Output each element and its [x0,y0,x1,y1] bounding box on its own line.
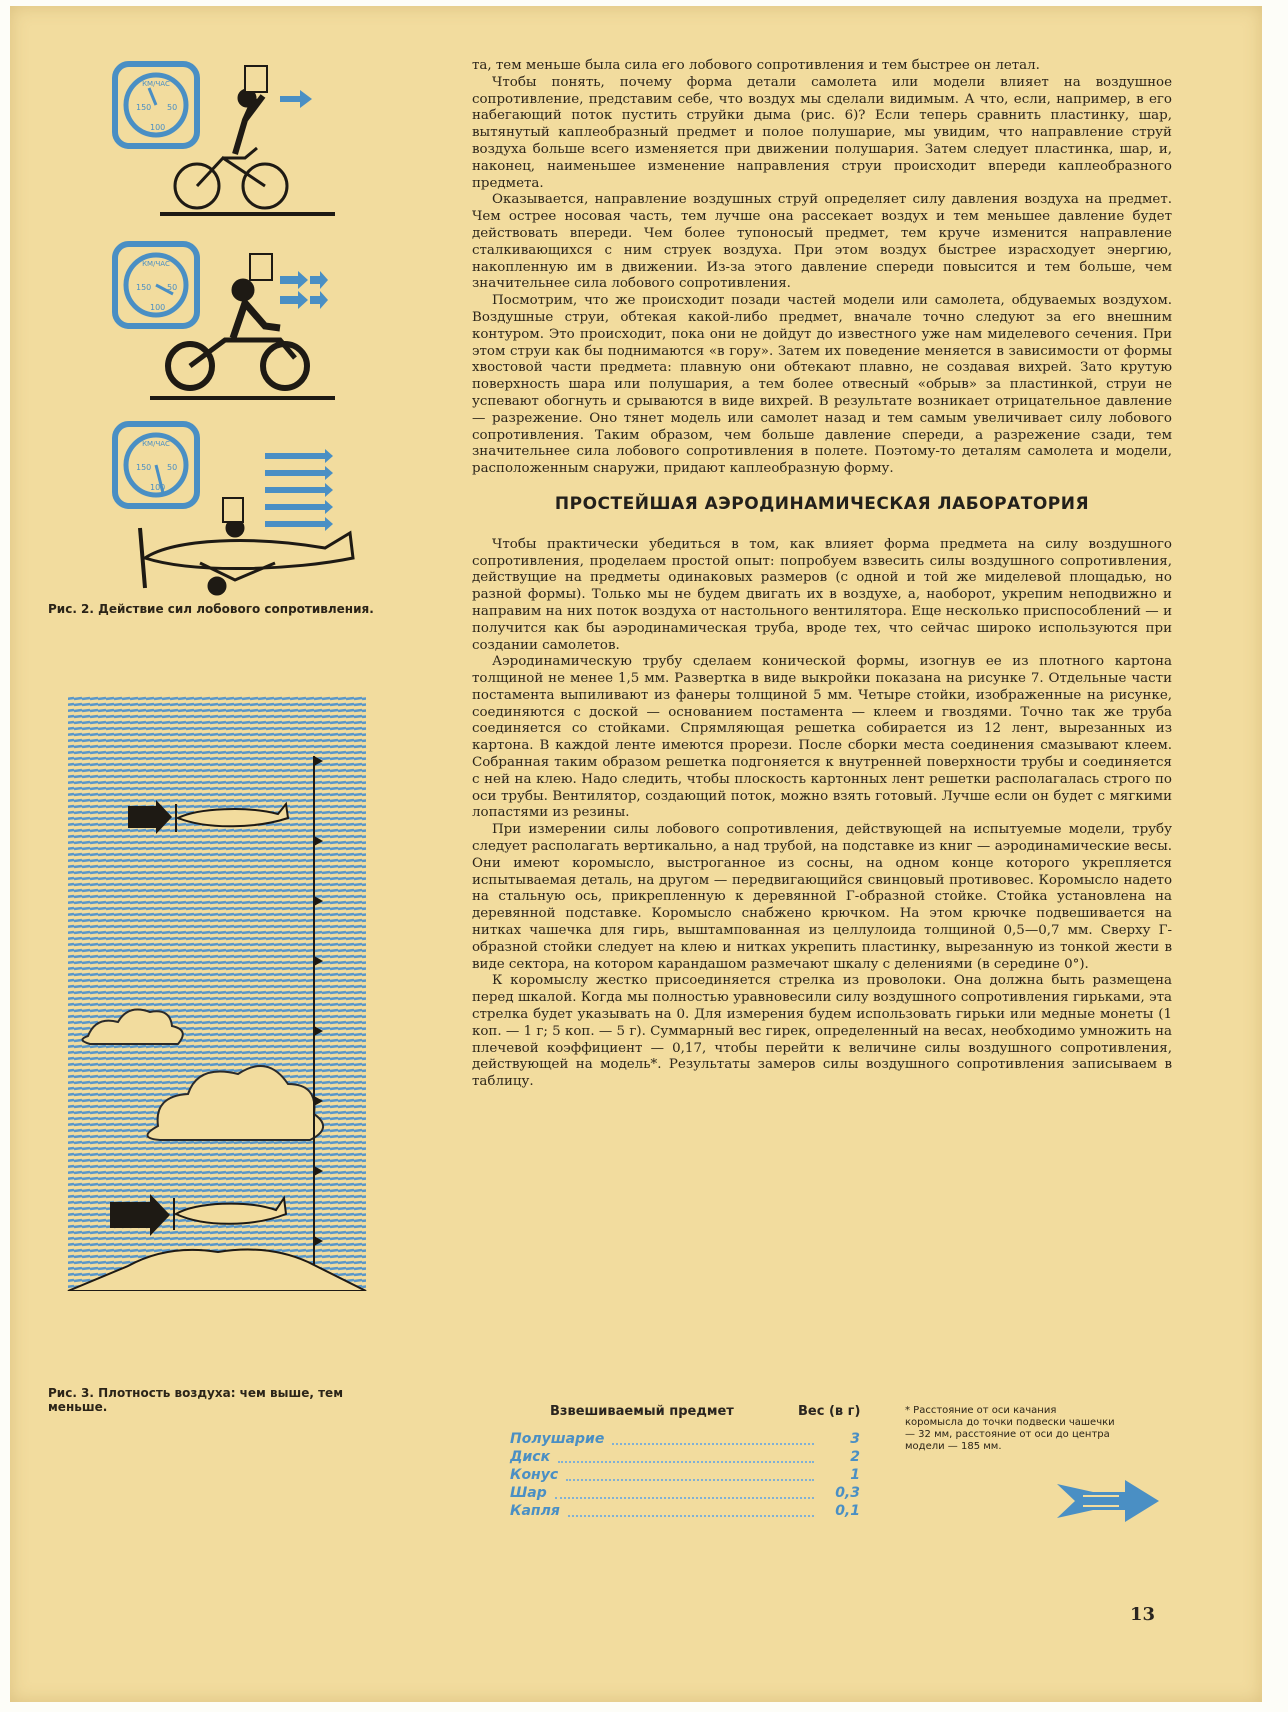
section-heading: ПРОСТЕЙШАЯ АЭРОДИНАМИЧЕСКАЯ ЛАБОРАТОРИЯ [554,493,1090,514]
svg-text:150: 150 [136,103,152,112]
page-number: 13 [1130,1604,1156,1625]
table-header-weight: Вес (в г) [798,1404,861,1419]
article-text [472,58,1172,1091]
motorcyclist-drawing [168,254,307,388]
table-row [510,1448,860,1466]
weight-value: 2 [850,1449,860,1465]
table-header-object: Взвешиваемый предмет [550,1404,734,1419]
svg-text:КМ/ЧАС: КМ/ЧАС [142,260,170,268]
paragraph: При измерении силы лобового сопротивления, действующей на испытуемые модели, трубу следует располагать вертикально, а над трубой, на подставке из книг — аэродинамические весы. Они имеют коромысло, выстроганное из сосны, на одном конце которого укрепляется испытываемая деталь, на другом — передвигающийся свинцовый противовес. Коромысло надето на стальную ось, прикрепленную к деревянной Г-образной стойке. Стойка установлена на деревянной подставке. Коромысло снабжено крючком. На этом крючке подвешивается на нитках чашечка для гирь, выштампованная из целлулоида толщиной 0,5—0,7 мм. Сверху Г-образной стойки следует на клею и нитках укрепить пластинку, вырезанную из тонкой жести в виде сектора, на котором карандашом размечают шкалу с делениями (в середине 0°). [472,822,1172,972]
svg-text:100: 100 [150,483,166,492]
table-row [510,1466,860,1484]
weight-value: 3 [850,1431,860,1447]
figure-3-caption: Рис. 3. Плотность воздуха: чем выше, тем меньше. [48,1386,344,1414]
svg-text:50: 50 [167,103,178,112]
footnote: * Расстояние от оси качания коромысла до точки подвески чашечки — 32 мм, расстояние от оси до центра модели — 185 мм. [905,1405,1115,1452]
svg-text:100: 100 [150,123,166,132]
object-name: Шар [510,1485,547,1501]
airplane-drawing [140,498,353,594]
speed-gauge-icon [115,424,197,506]
svg-text:КМ/ЧАС: КМ/ЧАС [142,440,170,448]
paragraph: Чтобы практически убедиться в том, как влияет форма предмета на силу воздушного сопротивления, проделаем простой опыт: попробуем взвесить силы воздушного сопротивления, действущие на предметы одинаковых размеров (с одной и той же миделевой площадью, но разной формы). Только мы не будем двигать их в воздухе, а, наоборот, укрепим неподвижно и направим на них поток воздуха от настольного вентилятора. Еще несколько приспособлений — и получится как бы аэродинамическая труба, вроде тех, что сейчас широко используются при создании самолетов. [472,536,1172,653]
table-row [510,1484,860,1502]
paragraph: Оказывается, направление воздушных струй определяет силу давления воздуха на предмет. Чем острее носовая часть, тем лучше она рассекает воздух и тем меньшее давление будет действовать впереди. Чем более тупоносый предмет, тем круче изменится направление сталкивающихся с ним струек воздуха. При этом воздух быстрее израсходует энергию, накопленную им в движении. Из-за этого давление спереди повысится и тем больше, чем значительнее сила лобового сопротивления. [472,192,1172,292]
paragraph: Аэродинамическую трубу сделаем конической формы, изогнув ее из плотного картона толщиной не менее 1,5 мм. Развертка в виде выкройки показана на рисунке 7. Отдельные части постамента выпиливают из фанеры толщиной 5 мм. Четыре стойки, изображенные на рисунке, соединяются с доской — основанием постамента — клеем и гвоздями. Точно так же труба соединяется со стойками. Спрямляющая решетка собирается из 12 лент, вырезанных из картона. В каждой ленте имеются прорези. После сборки места соединения смазывают клеем. Собранная таким образом решетка подгоняется к внутренней поверхности трубы и соединяется с ней на клею. Надо следить, чтобы плоскость картонных лент решетки располагалась строго по оси трубы. Вентилятор, создающий поток, можно взять готовый. Лучше если он будет с мягкими лопастями из резины. [472,654,1172,821]
object-name: Полушарие [510,1431,605,1447]
svg-text:150: 150 [136,463,152,472]
weight-value: 0,1 [835,1503,860,1519]
table-row [510,1430,860,1448]
speed-gauge-icon [115,244,197,326]
figure-3-air-density-illustration [58,696,376,1291]
paragraph: та, тем меньше была сила его лобового сопротивления и тем быстрее он летал. [472,58,1040,73]
svg-text:КМ/ЧАС: КМ/ЧАС [142,80,170,88]
sky-hatching [68,696,366,1291]
airflow-arrows-icon [280,271,328,309]
weight-value: 0,3 [835,1485,860,1501]
object-name: Капля [510,1503,560,1519]
magazine-page [10,6,1262,1702]
paragraph: К коромыслу жестко присоединяется стрелка из проволоки. Она должна быть размещена перед шкалой. Когда мы полностью уравновесили силу воздушного сопротивления гирьками, эта стрелка будет указывать на 0. Для измерения будем использовать гирьки или медные монеты (1 коп. — 1 г; 5 коп. — 5 г). Суммарный вес гирек, определенный на весах, необходимо умножить на плечевой коэффициент — 0,17, чтобы перейти к величине силы воздушного сопротивления, действующей на модель*. Результаты замеров силы воздушного сопротивления записываем в таблицу. [472,973,1172,1090]
svg-text:100: 100 [150,303,166,312]
table-row [510,1502,860,1520]
paragraph: Посмотрим, что же происходит позади частей модели или самолета, обдуваемых воздухом. Воздушные струи, обтекая какой-либо предмет, вначале точно следуют за его внешним контуром. Это происходит, пока они не дойдут до известного уже нам миделевого сечения. При этом струи как бы поднимаются «в гору». Затем их поведение меняется в зависимости от формы хвостовой части предмета: плавную они обтекают плавно, не создавая вихрей. Зато крутую поверхность шара или полушария, а тем более отвесный «обрыв» за пластинкой, струи не успевают обогнуть и срываются в виде вихрей. В результате возникает отрицательное давление — разрежение. Оно тянет модель или самолет назад и тем самым увеличивает силу лобового сопротивления. Таким образом, чем больше давление спереди, а разрежение сзади, тем значительнее сила лобового сопротивления в полете. Поэтому-то деталям самолета и модели, расположенным снаружи, придают каплеобразную форму. [472,293,1172,477]
weight-value: 1 [850,1467,860,1483]
svg-text:50: 50 [167,283,178,292]
figure-2-caption: Рис. 2. Действие сил лобового сопротивления. [48,602,374,616]
airflow-arrows-grid-icon [265,449,333,531]
paragraph: Чтобы понять, почему форма детали самолета или модели влияет на воздушное сопротивление, представим себе, что воздух мы сделали видимым. А что, если, например, в его набегающий поток пустить струйки дыма (рис. 6)? Если теперь сравнить пластинку, шар, вытянутый каплеобразный предмет и полое полушарие, мы увидим, что направление струй воздуха больше всего изменяется при движении полушария. Затем следует пластинка, шар, и, наконец, наименьшее изменение направления струи происходит впереди каплеобразного предмета. [472,74,1172,191]
cyclist-drawing [175,66,287,208]
speed-gauge-icon [115,64,197,146]
airflow-arrow-icon [280,90,312,108]
svg-text:50: 50 [167,463,178,472]
object-name: Диск [510,1449,551,1465]
svg-text:150: 150 [136,283,152,292]
decorative-arrow-icon [1055,1476,1165,1526]
object-name: Конус [510,1467,559,1483]
figure-2-drag-illustration [105,58,435,648]
